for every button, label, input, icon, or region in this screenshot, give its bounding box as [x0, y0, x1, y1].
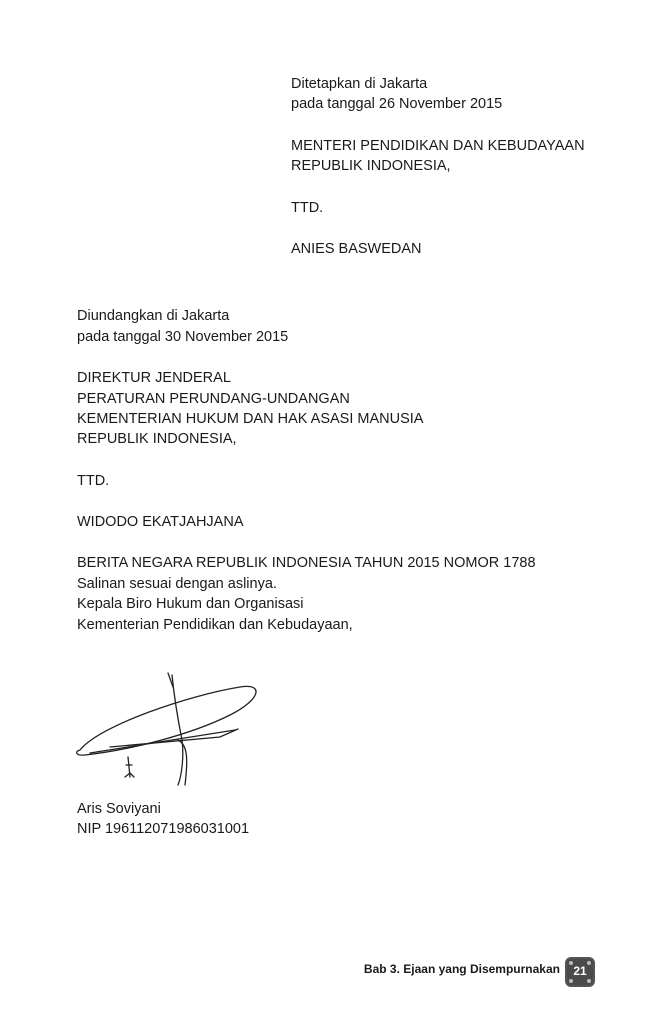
promulgation-title-1: DIREKTUR JENDERAL [77, 370, 231, 386]
decree-name: ANIES BASWEDAN [291, 241, 422, 257]
signatory-nip: NIP 196112071986031001 [77, 821, 250, 837]
decree-date: pada tanggal 26 November 2015 [291, 96, 503, 112]
decree-place: Ditetapkan di Jakarta [291, 76, 428, 92]
promulgation-title-3: KEMENTERIAN HUKUM DAN HAK ASASI MANUSIA [77, 411, 424, 427]
badge-dot [569, 979, 573, 983]
chapter-footer: Bab 3. Ejaan yang Disempurnakan [363, 962, 560, 976]
handwritten-signature [70, 665, 270, 790]
copy-line-3: Kementerian Pendidikan dan Kebudayaan, [77, 617, 353, 633]
page-number-badge [565, 957, 595, 987]
promulgation-name: WIDODO EKATJAHJANA [77, 514, 244, 530]
decree-title-1: MENTERI PENDIDIKAN DAN KEBUDAYAAN [291, 138, 585, 154]
decree-signed: TTD. [291, 200, 324, 216]
copy-line-2: Kepala Biro Hukum dan Organisasi [77, 596, 304, 612]
signatory-name: Aris Soviyani [77, 801, 161, 817]
badge-dot [587, 979, 591, 983]
promulgation-title-4: REPUBLIK INDONESIA, [77, 431, 237, 447]
promulgation-place: Diundangkan di Jakarta [77, 308, 230, 324]
page-number: 21 [573, 964, 587, 978]
promulgation-title-2: PERATURAN PERUNDANG-UNDANGAN [77, 391, 350, 407]
decree-title-2: REPUBLIK INDONESIA, [291, 158, 451, 174]
promulgation-date: pada tanggal 30 November 2015 [77, 329, 289, 345]
promulgation-signed: TTD. [77, 473, 110, 489]
gazette-line: BERITA NEGARA REPUBLIK INDONESIA TAHUN 2015 NOMOR 1788 [77, 555, 536, 571]
copy-line-1: Salinan sesuai dengan aslinya. [77, 576, 277, 592]
